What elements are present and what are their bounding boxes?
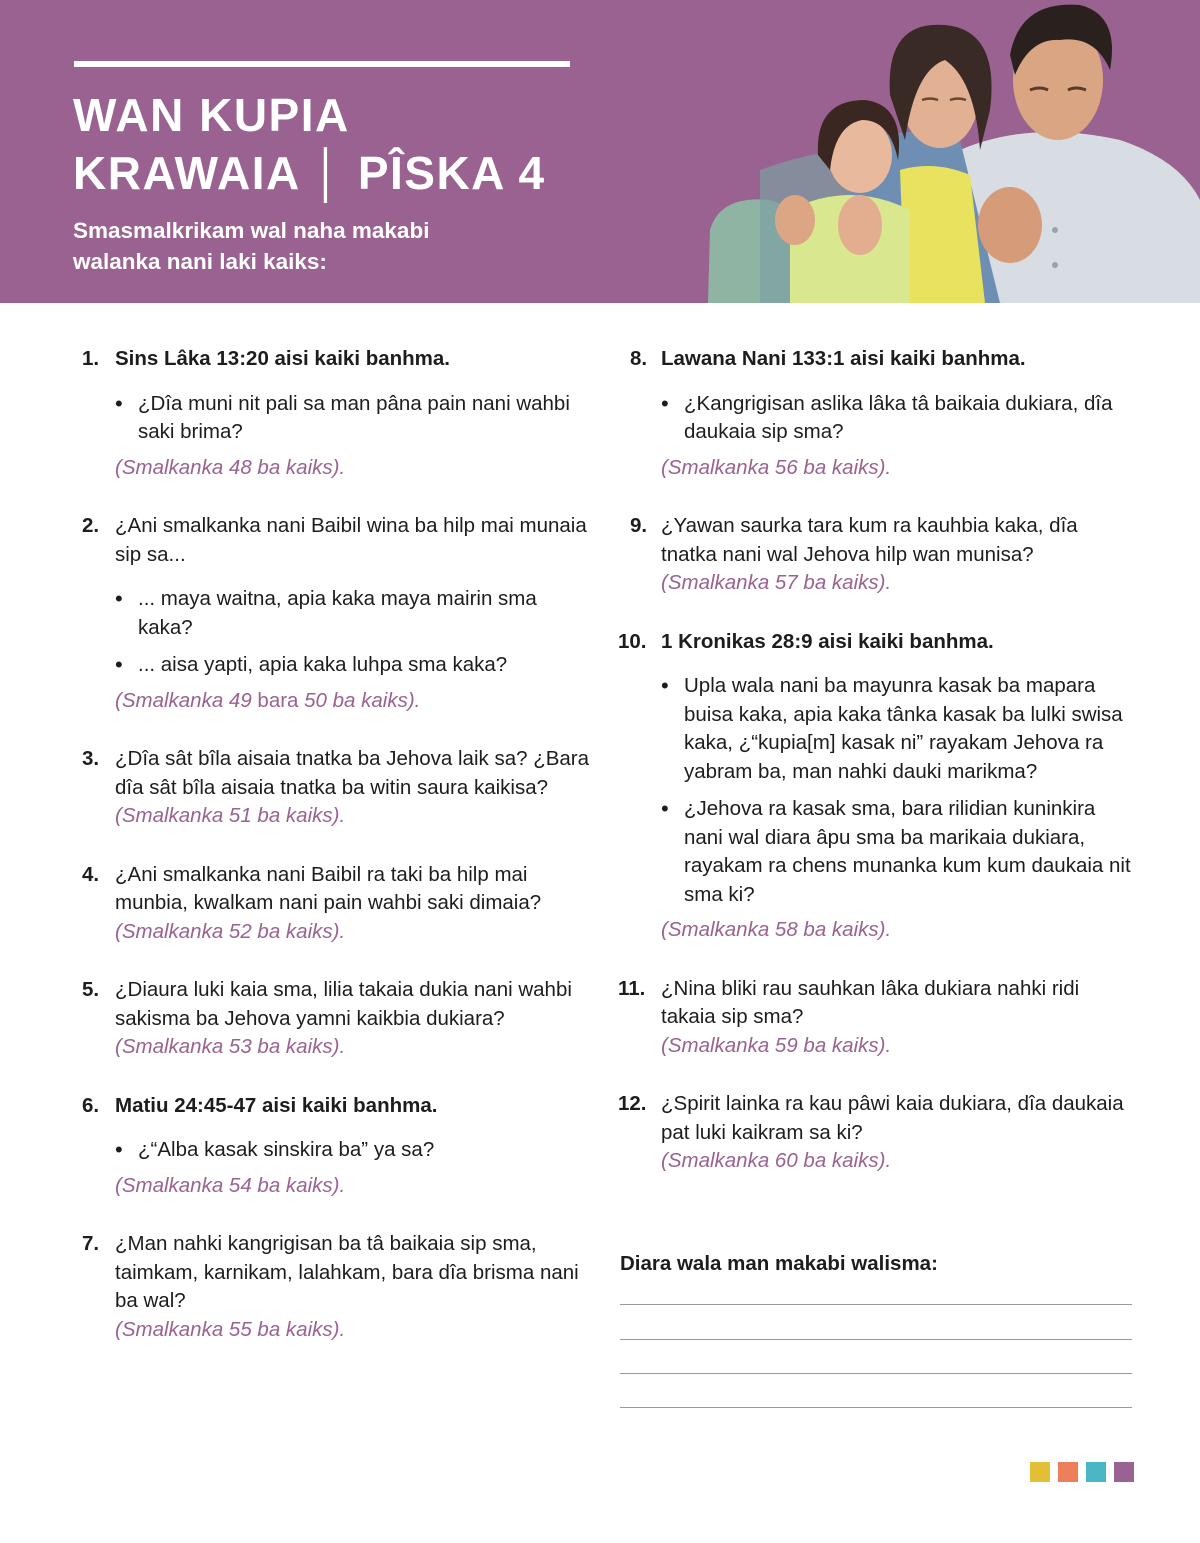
question-bullets	[115, 585, 592, 680]
question-bullets	[661, 390, 1138, 447]
header-rule	[74, 61, 570, 67]
decor-squares	[1030, 1462, 1134, 1482]
header-banner	[0, 0, 1200, 303]
study-reference: (Smalkanka 57 ba kaiks).	[661, 571, 892, 594]
parents-hands	[978, 187, 1042, 263]
question-number: 3.	[82, 747, 100, 770]
question-text: ¿Yawan saurka tara kum ra kauhbia kaka, dîa tnatka nani wal Jehova hilp wan munisa?	[661, 514, 1078, 566]
study-reference: (Smalkanka 53 ba kaiks).	[115, 1035, 346, 1058]
question-2	[82, 512, 592, 715]
decor-square-purple	[1114, 1462, 1134, 1482]
question-number: 9.	[630, 514, 648, 537]
notes-writing-line	[620, 1339, 1132, 1340]
notes-writing-line	[620, 1407, 1132, 1408]
notes-writing-line	[620, 1373, 1132, 1374]
notes-section	[620, 1250, 1132, 1278]
title-line-2: KRAWAIA │ PÎSKA 4	[73, 147, 546, 199]
study-reference: (Smalkanka 59 ba kaiks).	[661, 1033, 892, 1057]
question-number: 11.	[618, 976, 646, 1000]
question-text: Sins Lâka 13:20 aisi kaiki banhma.	[115, 347, 451, 370]
study-reference: (Smalkanka 52 ba kaiks).	[115, 919, 346, 943]
question-9	[618, 512, 1138, 598]
question-text: ¿Dîa sât bîla aisaia tnatka ba Jehova laik sa? ¿Bara dîa sât bîla aisaia tnatka ba witin saura kaikisa?	[115, 747, 590, 799]
question-number: 12.	[618, 1092, 647, 1115]
ref-part: (Smalkanka 49	[115, 688, 252, 712]
question-text: ¿Nina bliki rau sauhkan lâka dukiara nahki ridi takaia sip sma?	[661, 976, 1080, 1028]
study-reference: (Smalkanka 60 ba kaiks).	[661, 1149, 892, 1172]
questions-column-right	[618, 345, 1138, 1176]
study-reference: (Smalkanka 58 ba kaiks).	[661, 918, 892, 941]
ref-part: 50 ba kaiks).	[304, 688, 421, 712]
question-5	[82, 976, 592, 1062]
question-text: ¿Diaura luki kaia sma, lilia takaia dukia nani wahbi sakisma ba Jehova yamni kaikbia dukiara?	[115, 978, 572, 1030]
question-text: ¿Ani smalkanka nani Baibil ra taki ba hilp mai munbia, kwalkam nani pain wahbi saki dimaia?	[115, 862, 542, 914]
study-reference: (Smalkanka 48 ba kaiks).	[115, 455, 346, 479]
question-text: ¿Spirit lainka ra kau pâwi kaia dukiara, dîa daukaia pat luki kaikram sa ki?	[661, 1092, 1124, 1144]
study-reference: (Smalkanka 51 ba kaiks).	[115, 804, 346, 827]
question-12	[618, 1090, 1138, 1176]
question-number: 7.	[82, 1232, 100, 1255]
question-bullets	[115, 390, 592, 447]
page-title	[73, 86, 693, 202]
bullet-item: • ¿“Alba kasak sinskira ba” ya sa?	[115, 1136, 592, 1165]
family-praying-illustration	[700, 0, 1200, 303]
question-text: ¿Man nahki kangrigisan ba tâ baikaia sip sma, taimkam, karnikam, lalahkam, bara dîa brisma nani ba wal?	[115, 1232, 579, 1312]
question-10	[618, 628, 1138, 945]
question-number: 4.	[82, 862, 100, 886]
shirt-button	[1052, 262, 1058, 268]
bullet-item: • ¿Kangrigisan aslika lâka tâ baikaia dukiara, dîa daukaia sip sma?	[661, 390, 1138, 447]
study-reference: (Smalkanka 56 ba kaiks).	[661, 455, 892, 479]
subtitle-line-2: walanka nani laki kaiks:	[73, 249, 327, 274]
bullet-item: • ... aisa yapti, apia kaka luhpa sma kaka?	[115, 651, 592, 680]
study-reference	[115, 687, 592, 716]
question-4	[82, 861, 542, 947]
question-bullets	[661, 672, 1138, 909]
bullet-item: • ¿Dîa muni nit pali sa man pâna pain nani wahbi saki brima?	[115, 390, 592, 447]
study-reference: (Smalkanka 55 ba kaiks).	[115, 1317, 346, 1341]
notes-label: Diara wala man makabi walisma:	[620, 1252, 938, 1275]
woman-hand-on-shoulder	[775, 195, 815, 245]
bullet-item: • ... maya waitna, apia kaka maya mairin sma kaka?	[115, 585, 592, 642]
notes-writing-line	[620, 1304, 1132, 1305]
question-number: 8.	[630, 347, 648, 370]
question-6	[82, 1092, 592, 1201]
questions-column-left	[82, 345, 592, 1344]
question-11	[618, 975, 1138, 1061]
question-number: 10.	[618, 629, 647, 653]
question-number: 2.	[82, 514, 100, 537]
question-3	[82, 745, 592, 831]
shirt-button	[1052, 227, 1058, 233]
question-text: ¿Ani smalkanka nani Baibil wina ba hilp mai munaia sip sa...	[115, 514, 587, 566]
question-8	[618, 345, 1138, 482]
question-number: 6.	[82, 1093, 100, 1117]
decor-square-teal	[1086, 1462, 1106, 1482]
question-number: 1.	[82, 347, 100, 370]
decor-square-orange	[1058, 1462, 1078, 1482]
study-reference: (Smalkanka 54 ba kaiks).	[115, 1173, 346, 1197]
decor-square-yellow	[1030, 1462, 1050, 1482]
question-number: 5.	[82, 978, 100, 1001]
question-bullets	[115, 1136, 592, 1165]
bullet-item: • Upla wala nani ba mayunra kasak ba mapara buisa kaka, apia kaka tânka kasak ba lulki swisa kaka, ¿“kupia[m] kasak ni” rayakam Jehova ra yabram ba, man nahki dauki marikma?	[661, 672, 1138, 786]
ref-part: bara	[251, 688, 305, 712]
question-1	[82, 345, 592, 482]
title-line-1: WAN KUPIA	[73, 89, 350, 141]
question-text: Matiu 24:45-47 aisi kaiki banhma.	[115, 1093, 438, 1117]
subtitle-line-1: Smasmalkrikam wal naha makabi	[73, 218, 430, 243]
question-text: 1 Kronikas 28:9 aisi kaiki banhma.	[661, 629, 994, 653]
girl-hands	[838, 195, 882, 255]
bullet-item: • ¿Jehova ra kasak sma, bara rilidian kuninkira nani wal diara âpu sma ba marikaia dukiara, rayakam ra chens munanka kum kum daukaia nit sma ki?	[661, 795, 1138, 909]
question-text: Lawana Nani 133:1 aisi kaiki banhma.	[661, 347, 1026, 370]
page-subtitle	[73, 215, 593, 277]
question-7	[82, 1230, 592, 1344]
